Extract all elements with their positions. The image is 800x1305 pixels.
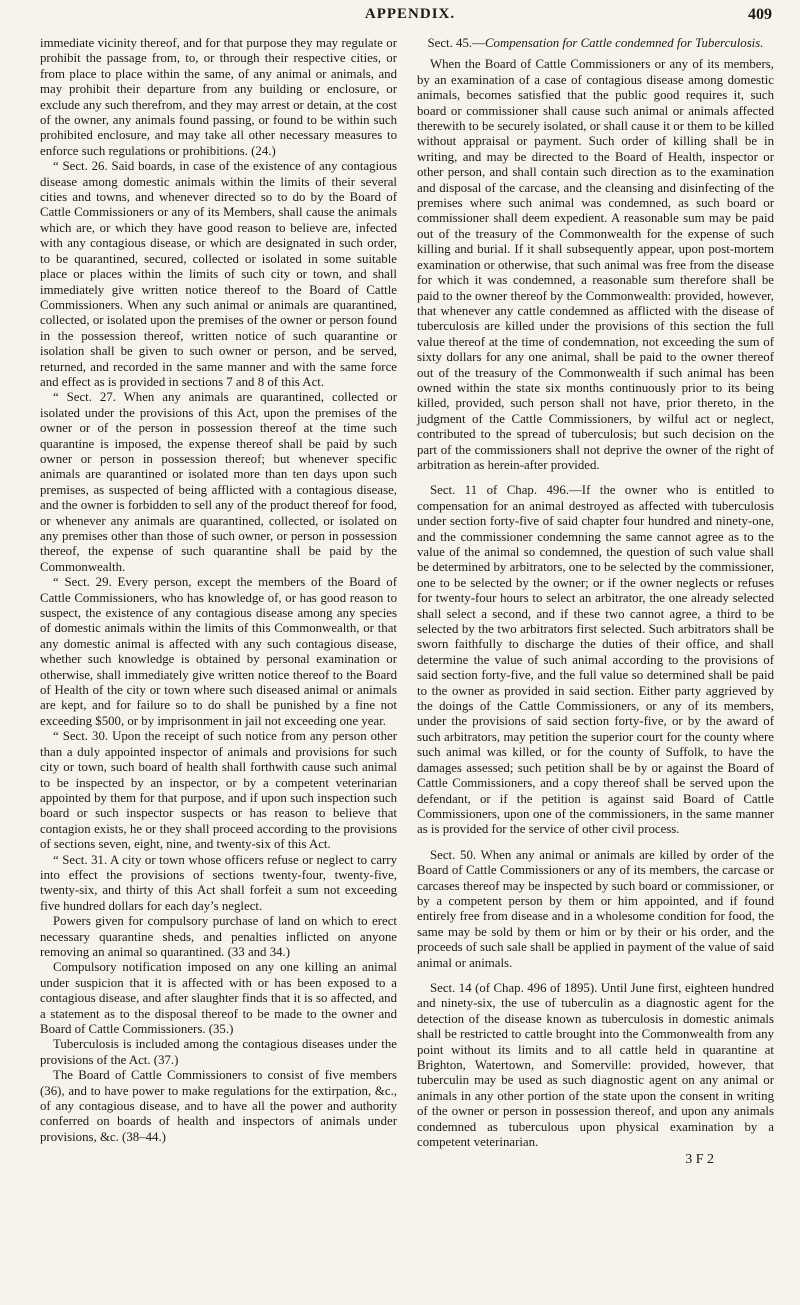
paragraph: Compulsory notification imposed on any one killing an animal under suspicion that it is affected with or has been exposed to a contagious disease, and after slaughter finds that it is so affected, and a statement as to the disposal thereof to be made to the owner and Board of Cattle Commissioners. (35.) [40,960,397,1036]
paragraph-sect-29: “ Sect. 29. Every person, except the members of the Board of Cattle Commissioners, who has knowledge of, or has good reason to suspect, the existence of any contagious disease among any species of domestic animals within the limits of this Commonwealth, or that any domestic animal is affected with any such contagious disease, whether such knowledge is obtained by personal examination or otherwise, shall immediately give written notice thereof to the Board of Health of the city or town where such diseased animal or animals are kept, and for failure so to do shall be punished by a fine not exceeding $500, or by imprisonment in jail not exceeding one year. [40,575,397,728]
left-column [40,36,397,1168]
page-header [48,6,772,28]
paragraph-sect-30: “ Sect. 30. Upon the receipt of such notice from any person other than a duly appointed inspector of animals and provisions for such city or town, such board of health shall forthwith cause such animal to be inspected by an inspector, or by a competent veterinarian appointed by them for that purpose, and if upon such inspection such board or such inspector suspects or has reason to believe that contagion exists, he or they shall proceed according to the provisions of sections seven, eight, nine, and twenty-six of this Act. [40,729,397,852]
running-title: APPENDIX. [364,6,456,22]
page-number: 409 [748,6,772,23]
section-number: Sect. 45.— [427,36,485,50]
paragraph-sect-14: Sect. 14 (of Chap. 496 of 1895). Until June first, eighteen hundred and ninety-six, the use of tuberculin as a diagnostic agent for the detection of the disease known as tuberculosis in domestic animals shall be restricted to cattle brought into the Commonwealth from any point without its limits and to all cattle held in quarantine at Brighton, Watertown, and Somerville: provided, however, that tuberculin may be used as such diagnostic agent on any animal or animals in any other portion of the state upon the consent in writing of the owner or person in possession thereof, and upon any animals condemned as tuberculous upon physical examination by a competent veterinarian. [417,980,774,1150]
paragraph-sect-31: “ Sect. 31. A city or town whose officers refuse or neglect to carry into effect the provisions of sections twenty-four, twenty-five, twenty-six, and thirty of this Act shall forfeit a sum not exceeding five hundred dollars for each day’s neglect. [40,852,397,913]
paragraph: Tuberculosis is included among the contagious diseases under the provisions of the Act. (37.) [40,1037,397,1067]
right-column [417,36,774,1168]
paragraph: immediate vicinity thereof, and for that purpose they may regulate or prohibit the passage from, to, or through their respective cities, or from place to place within the same, of any animal or animals, and may prohibit their departure from any building or enclosure, or exclude any such therefrom, and they may arrest or detain, at the cost of the owner, any animals found passing, or found to be within such prohibited enclosure, and may take all other necessary measures to enforce such regulations or prohibitions. (24.) [40,36,397,158]
paragraph: The Board of Cattle Commissioners to consist of five members (36), and to have power to make regulations for the extirpation, &c., of any contagious disease, and to have all the power and authority conferred on boards of health and inspectors of animals under provisions, &c. (38–44.) [40,1068,397,1144]
section-heading [417,36,774,51]
paragraph: Powers given for compulsory purchase of land on which to erect necessary quarantine sheds, and penalties inflicted on anyone removing an animal so quarantined. (33 and 34.) [40,914,397,959]
paragraph-sect-11: Sect. 11 of Chap. 496.—If the owner who is entitled to compensation for an animal destroyed as affected with tuberculosis under section forty-five of said chapter four hundred and ninety-one, and the commissioner condemning the same cannot agree as to the value of the animal so condemned, the question of such value shall be determined by arbitrators, one to be selected by the commissioner, one to be selected by the owner; or if the owner neglects or refuses for twenty-four hours to select an arbitrator, the one already selected shall select a second, and if these two cannot agree, a third to be selected by the two arbitrators first selected. Such arbitrators shall be sworn faithfully to discharge the duties of their office, and shall determine the value of such animal according to the provisions of said section forty-five, and the full value so determined shall be paid to the owner as provided in said section. Either party aggrieved by the doings of the Cattle Commissioners, or any of its members, under the provisions of said section forty-five, or by the award of such arbitrators, may petition the superior court for the county where such animal was killed, or for the county of Suffolk, to have the damages assessed; such petition shall be by or against the Board of Cattle Commissioners, and a copy thereof shall be served upon the defendant, or if the petition is against said Board of Cattle Commissioners, upon one of the commissioners, in the same manner as is provided for the service of other civil process. [417,483,774,837]
text-columns [40,36,774,1168]
paragraph: When the Board of Cattle Commissioners or any of its members, by an examination of a case of contagious disease among domestic animals, becomes satisfied that the public good requires it, such board or commissioner shall cause such animal or animals affected therewith to be securely isolated, or shall cause it or them to be killed without appraisal or payment. Such order of killing shall be in writing, and may be directed to the Board of Health, inspector or other person, and shall contain such direction as to the examination and disposal of the carcase, and the cleansing and disinfecting of the premises where such animal was condemned, as such board or commissioner shall deem expedient. A reasonable sum may be paid out of the treasury of the Commonwealth for the expense of such killing and burial. If it shall subsequently appear, upon post-mortem examination or otherwise, that such animal was free from the disease for which it was condemned, a reasonable sum therefore shall be paid to the owner thereof by the Commonwealth: provided, however, that whenever any cattle condemned as afflicted with the disease of tuberculosis are killed under the provisions of this section the full value thereof at the time of condemnation, not exceeding the sum of sixty dollars for any one animal, shall be paid to the owner thereof out of the treasury of the Commonwealth if such animal has been owned within the state six months continuously prior to its being killed, provided, such person shall not have, prior thereto, in the judgment of the Cattle Commissioners, by wilful act or neglect, contributed to the spread of tuberculosis; but such decision on the part of the commissioners shall not deprive the owner of the right of arbitration as herein-after provided. [417,57,774,472]
paragraph-sect-26: “ Sect. 26. Said boards, in case of the existence of any contagious disease among domestic animals within the limits of their several cities and towns, and whenever directed so to do by the Board of Cattle Commissioners or any of its Members, shall cause the animals which are, or which they have good reason to believe are, infected with any contagious disease, or which are designated in such order, to be quarantined, secured, collected or isolated in some suitable place or places within the limits of such city or town, and shall immediately give written notice thereof to the Board of Cattle Commissioners. When any such animal or animals are quarantined, collected, or isolated upon the premises of the owner or person found in the possession thereof, written notice of such quarantine or isolation shall be given to such owner or person, and be served, returned, and recorded in the same manner and with the same force and effect as is provided in sections 7 and 8 of this Act. [40,159,397,389]
section-title: Compensation for Cattle condemned for Tuberculosis. [484,36,764,50]
paragraph-sect-50: Sect. 50. When any animal or animals are killed by order of the Board of Cattle Commissioners or any of its members, the carcase or carcases thereof may be inspected by such board or commissioner, or by a competent person by them or him appointed, and if found entirely free from disease and in a wholesome condition for food, the same may be sold by them or him or by their or his order, and the proceeds of such sale shall be applied in payment of the value of said animal or animals. [417,847,774,970]
paragraph-sect-27: “ Sect. 27. When any animals are quarantined, collected or isolated under the provisions of this Act, upon the premises of the owner or of the person in possession thereof at the time such quarantine is imposed, the expense thereof shall be paid by such owner or person in possession thereof; but whenever specific animals are quarantined or isolated more than ten days upon such premises, as suspected of being afflicted with a contagious disease, and the owner is forbidden to sell any of the product thereof for food, or whenever any animals are quarantined, collected, or isolated on any premises other than those of such owner, or person in possession thereof, the expense of such quarantine shall be paid by the Commonwealth. [40,390,397,574]
signature-mark: 3 F 2 [685,1152,714,1168]
